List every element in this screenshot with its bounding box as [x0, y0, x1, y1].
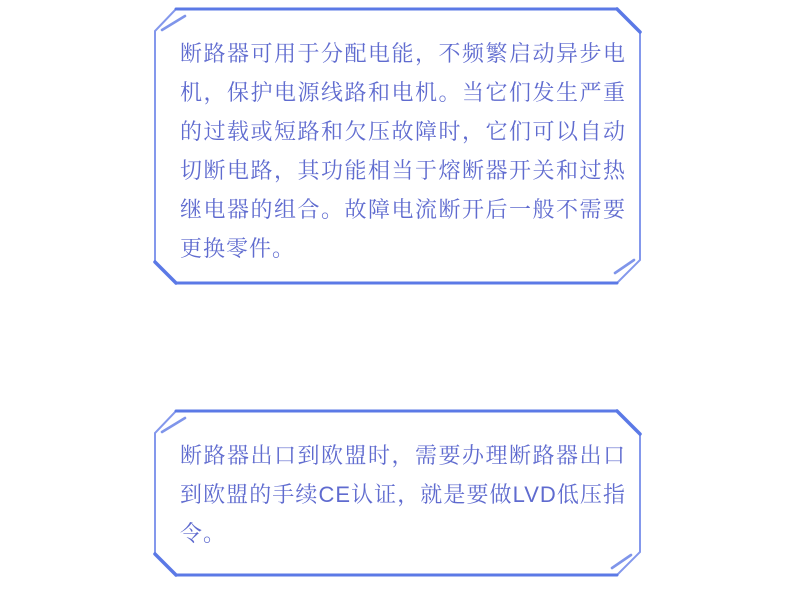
info-card-breaker-description: [153, 7, 642, 285]
bottom-left-chamfer: [155, 554, 176, 575]
bottom-right-slash-icon: [612, 555, 631, 568]
info-card-ce-certification: [153, 409, 642, 577]
card-text: 断路器出口到欧盟时，需要办理断路器出口到欧盟的手续CE认证，就是要做LVD低压指令。: [180, 443, 626, 546]
card-text: 断路器可用于分配电能，不频繁启动异步电机，保护电源线路和电机。当它们发生严重的过载或短路和欠压故障时，它们可以自动切断电路，其功能相当于熔断器开关和过热继电器的组合。故障电流断开后一般不需要更换零件。: [180, 41, 626, 261]
